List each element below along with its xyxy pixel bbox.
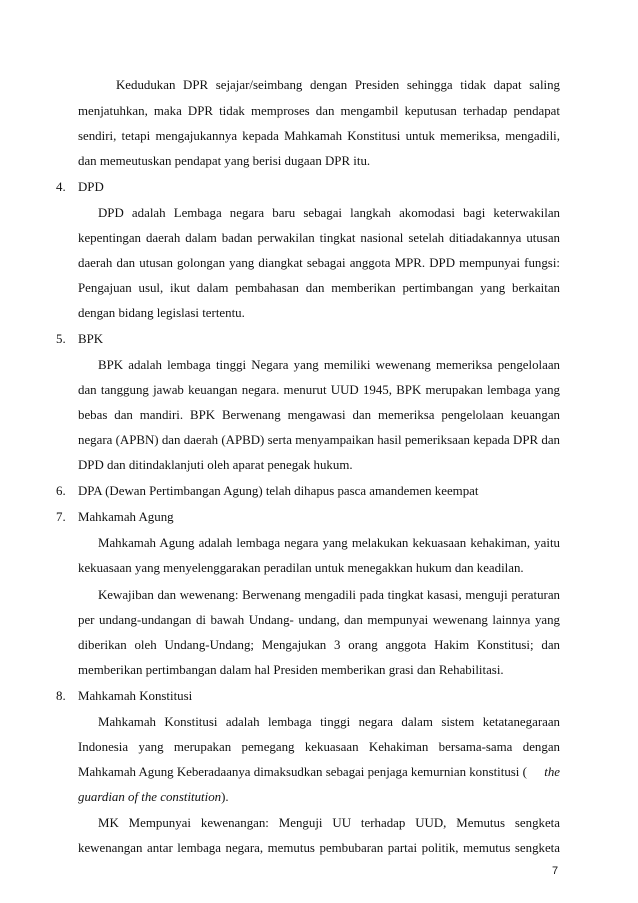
text-line: Kewajiban dan wewenang: Berwenang mengadili pada tingkat kasasi, menguji peraturan — [98, 588, 560, 602]
text-line: bebas dan mandiri. BPK Berwenang mengawasi dan memeriksa pengelolaan keuangan — [78, 408, 560, 422]
text-line: per undang-undangan di bawah Undang- undang, dan mempunyai wewenang lainnya yang — [78, 613, 560, 627]
italic-text-run: the — [544, 765, 560, 779]
text-line: dan tanggung jawab keuangan negara. menurut UUD 1945, BPK merupakan lembaga yang — [78, 383, 560, 397]
text-line: Mahkamah Agung adalah lembaga negara yang melakukan kekuasaan kehakiman, yaitu — [98, 536, 560, 550]
text-line: Indonesia yang merupakan pemegang kekuasaan Kehakiman bersama-sama dengan — [78, 740, 560, 754]
section-number: 4. — [56, 180, 66, 194]
text-line: diberikan oleh Undang-Undang; Mengajukan 3 orang anggota Hakim Konstitusi; dan — [78, 638, 560, 652]
section-title: DPA (Dewan Pertimbangan Agung) telah dihapus pasca amandemen keempat — [78, 484, 479, 498]
text-line: kepentingan daerah dalam badan perwakilan tingkat nasional setelah ditiadakannya utusan — [78, 231, 560, 245]
section-title: Mahkamah Konstitusi — [78, 689, 193, 703]
page-number: 7 — [552, 865, 559, 877]
text-line: kewenangan antar lembaga negara, memutus pembubaran partai politik, memutus sengketa — [78, 841, 560, 855]
text-line — [78, 789, 229, 805]
section-number: 8. — [56, 689, 66, 703]
text-line: dan memeutuskan pendapat yang berisi dugaan DPR itu. — [78, 154, 371, 168]
text-line: Pengajuan usul, ikut dalam pembahasan dan memberikan pertimbangan yang berkaitan — [78, 281, 560, 295]
text-run: Mahkamah Agung Keberadaanya dimaksudkan sebagai penjaga kemurnian konstitusi ( — [78, 765, 527, 779]
section-number: 7. — [56, 510, 66, 524]
section-title: Mahkamah Agung — [78, 510, 174, 524]
text-line — [78, 764, 560, 780]
text-line: MK Mempunyai kewenangan: Menguji UU terhadap UUD, Memutus sengketa — [98, 816, 560, 830]
section-number: 5. — [56, 332, 66, 346]
text-line: menjatuhkan, maka DPR tidak memproses dan mengambil keputusan terhadap pendapat — [78, 104, 560, 118]
section-title: DPD — [78, 180, 104, 194]
text-line: dengan bidang legislasi tertentu. — [78, 306, 245, 320]
text-run: ). — [221, 790, 229, 804]
text-line: memberikan pertimbangan dalam hal Presiden memberikan grasi dan Rehabilitasi. — [78, 663, 504, 677]
text-line: DPD adalah Lembaga negara baru sebagai langkah akomodasi bagi keterwakilan — [98, 206, 560, 220]
section-heading-dpa — [56, 483, 478, 499]
text-line: Mahkamah Konstitusi adalah lembaga tinggi negara dalam sistem ketatanegaraan — [98, 715, 560, 729]
text-line: kekuasaan yang menyelenggarakan peradilan untuk menegakkan hukum dan keadilan. — [78, 561, 524, 575]
text-line: DPD dan ditindaklanjuti oleh aparat penegak hukum. — [78, 458, 353, 472]
text-line: BPK adalah lembaga tinggi Negara yang memiliki wewenang memeriksa pengelolaan — [98, 358, 560, 372]
section-heading-mahkamah-konstitusi — [56, 688, 192, 704]
text-line: Kedudukan DPR sejajar/seimbang dengan Presiden sehingga tidak dapat saling — [116, 78, 560, 92]
section-heading-mahkamah-agung — [56, 509, 174, 525]
section-number: 6. — [56, 484, 66, 498]
section-heading-bpk — [56, 331, 103, 347]
section-title: BPK — [78, 332, 104, 346]
italic-text-run: guardian of the constitution — [78, 790, 222, 804]
text-line: sendiri, tetapi mengajukannya kepada Mahkamah Konstitusi untuk memeriksa, mengadili, — [78, 129, 560, 143]
text-line: negara (APBN) dan daerah (APBD) serta menyampaikan hasil pemeriksaan kepada DPR dan — [78, 433, 560, 447]
text-line: daerah dan utusan golongan yang diangkat sebagai anggota MPR. DPD mempunyai fungsi: — [78, 256, 560, 270]
section-heading-dpd — [56, 179, 104, 195]
